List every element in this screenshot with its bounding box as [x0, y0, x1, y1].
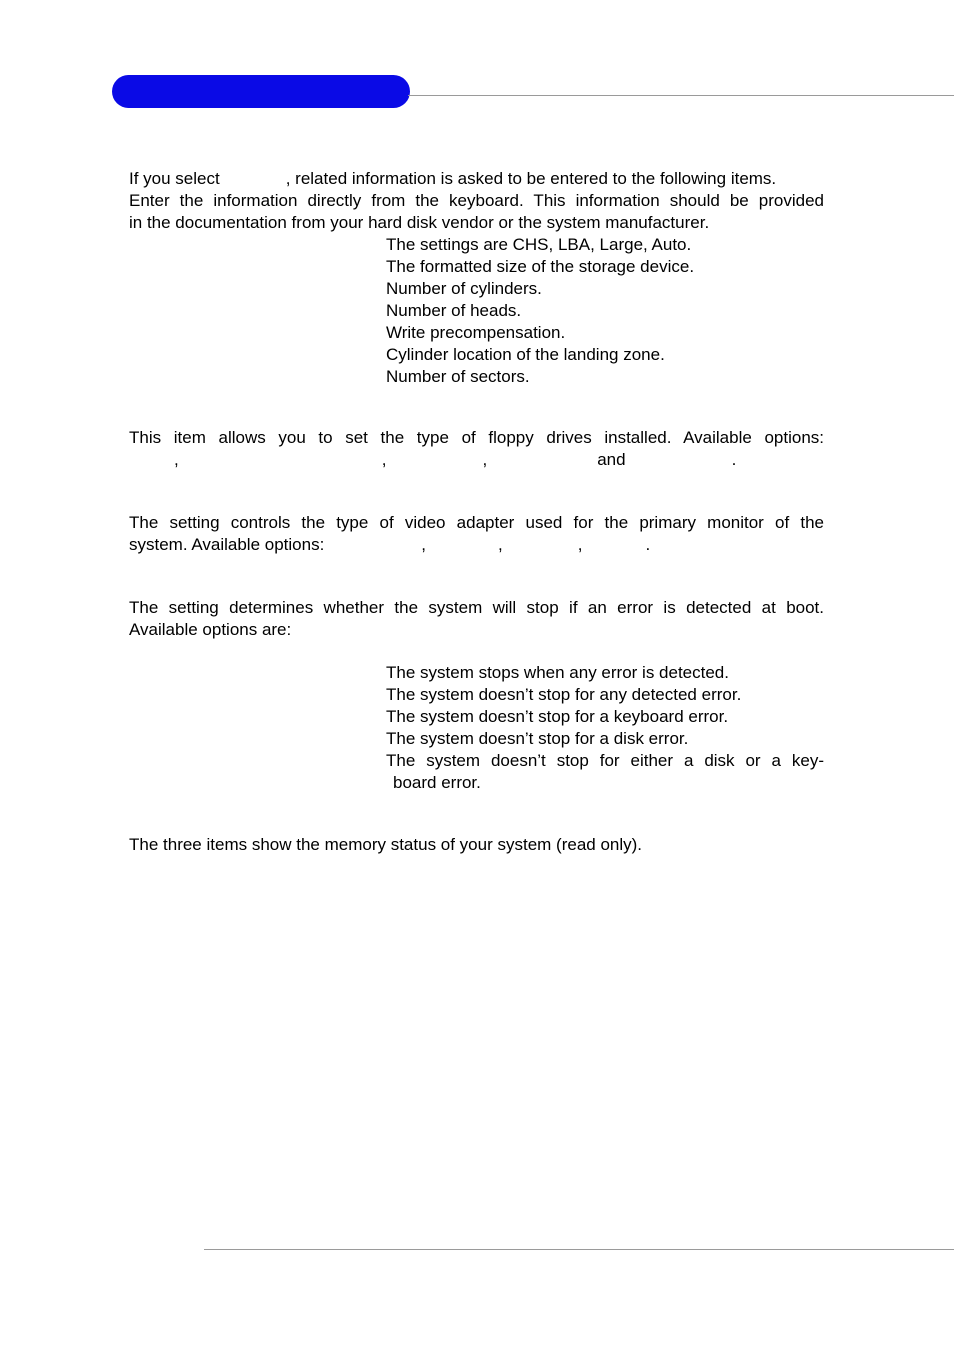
hard-disk-intro-text-b: , related information is asked to be entered to the following items. — [285, 169, 777, 188]
video-line-2 — [129, 534, 824, 556]
hdd-desc-size: The formatted size of the storage device. — [386, 257, 695, 276]
halt-on-description — [129, 597, 824, 641]
halt-desc-but-disk-key: The system doesn’t stop for either a disk or a key- — [386, 751, 824, 770]
hdd-desc-heads: Number of heads. — [386, 301, 522, 320]
halt-desc-but-keyboard: The system doesn’t stop for a keyboard error. — [386, 707, 729, 726]
floppy-and: and — [597, 450, 626, 469]
floppy-sep-1: , — [174, 450, 179, 469]
memory-description — [129, 834, 824, 856]
halt-desc-all-errors: The system stops when any error is detected. — [386, 663, 729, 682]
halt-on-line-2: Available options are: — [129, 620, 292, 639]
hdd-desc-type: The settings are CHS, LBA, Large, Auto. — [386, 235, 692, 254]
video-description — [129, 512, 824, 556]
video-period: . — [645, 535, 651, 554]
halt-on-line-1: The setting determines whether the system will stop if an error is detected at boot. — [129, 598, 824, 617]
hard-disk-intro-line-2: Enter the information directly from the keyboard. This information should be provided — [129, 191, 824, 210]
hdd-desc-landing-zone: Cylinder location of the landing zone. — [386, 345, 665, 364]
hard-disk-intro-text-a: If you select — [129, 169, 220, 188]
video-sep-3: , — [577, 535, 583, 554]
header-divider — [408, 95, 954, 96]
floppy-description — [129, 427, 824, 471]
hdd-desc-cylinders: Number of cylinders. — [386, 279, 542, 298]
hard-disk-intro-line-3: in the documentation from your hard disk vendor or the system manufacturer. — [129, 213, 710, 232]
halt-desc-but-disk-key-cont: board error. — [393, 773, 481, 792]
hdd-desc-sectors: Number of sectors. — [386, 367, 530, 386]
video-sep-2: , — [498, 535, 503, 554]
floppy-sep-2: , — [381, 450, 387, 469]
floppy-line-2 — [129, 449, 824, 471]
floppy-sep-3: , — [482, 450, 488, 469]
video-options-label: system. Available options: — [129, 535, 325, 554]
memory-line-1: The three items show the memory status of your system (read only). — [129, 835, 643, 854]
section-header-pill — [112, 75, 410, 108]
hard-disk-item-descriptions — [386, 234, 826, 388]
halt-desc-but-diskette: The system doesn’t stop for a disk error. — [386, 729, 689, 748]
halt-on-option-descriptions — [386, 662, 826, 794]
hdd-desc-precomp: Write precompensation. — [386, 323, 566, 342]
floppy-period: . — [731, 450, 737, 469]
halt-desc-no-errors: The system doesn’t stop for any detected error. — [386, 685, 742, 704]
video-sep-1: , — [421, 535, 427, 554]
hard-disk-intro-line-1 — [129, 168, 824, 190]
hard-disk-intro — [129, 168, 824, 234]
footer-divider — [204, 1249, 954, 1250]
video-line-1: The setting controls the type of video adapter used for the primary monitor of the — [129, 513, 824, 532]
floppy-line-1: This item allows you to set the type of floppy drives installed. Available options: — [129, 428, 824, 447]
